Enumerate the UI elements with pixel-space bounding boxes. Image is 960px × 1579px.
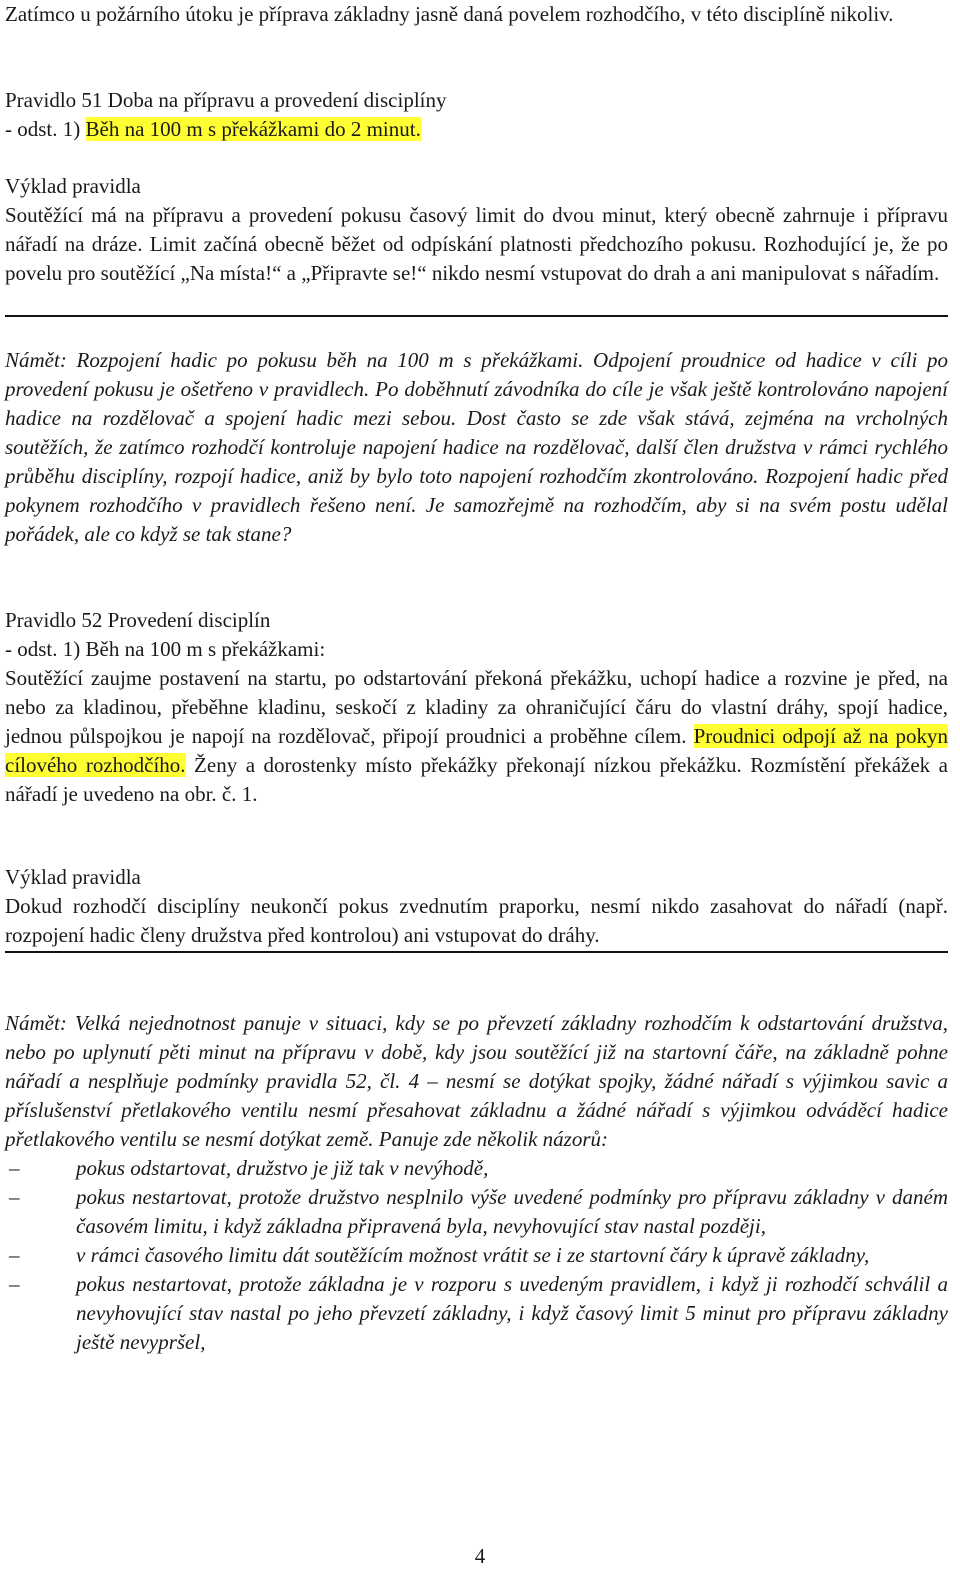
topic1-section [5,346,948,549]
list-item [5,1241,948,1270]
rule52-text-after: Ženy a dorostenky místo překážky překonají nízkou překážku. Rozmístění překážek a nářadí je uvedeno na obr. č. 1. [5,753,949,806]
rule51-highlight: Běh na 100 m s překážkami do 2 minut. [85,117,421,141]
rule52-subsection [5,635,948,664]
rule52-highlight: Proudnici odpojí až na pokyn cílového rozhodčího. [5,724,949,777]
divider-1 [5,315,948,317]
dash-bullet: – [9,1243,20,1267]
topic2-label: Námět: [5,1011,67,1035]
intro-block [5,0,948,29]
interpretation1-heading: Výklad pravidla [5,174,141,198]
dash-bullet: – [9,1185,20,1209]
rule52-section [5,606,948,809]
rule52-heading: Pravidlo 52 Provedení disciplín [5,608,271,632]
rule51-section [5,86,948,144]
list-item-text: v rámci časového limitu dát soutěžícím možnost vrátit se i ze startovní čáry k úpravě základny, [76,1243,870,1267]
rule51-subsection-prefix: - odst. 1) [5,117,86,141]
topic2-section [5,1009,948,1357]
list-item [5,1154,948,1183]
page-number: 4 [474,1544,486,1568]
intro-paragraph: Zatímco u požárního útoku je příprava základny jasně daná povelem rozhodčího, v této disciplíně nikoliv. [5,2,894,26]
topic2-paragraph [5,1009,948,1154]
rule52-text-before: Soutěžící zaujme postavení na startu, po odstartování překoná překážku, uchopí hadice a rozvine je před, na nebo za kladinou, přeběhne kladinu, seskočí z kladiny za ohraničující čáru do vlastní dráhy, spojí hadice, jednou půlspojkou je napojí na rozdělovač, připojí proudnici a proběhne cílem. [5,666,948,748]
list-item-text: pokus nestartovat, protože základna je v rozporu s uvedeným pravidlem, i když ji rozhodčí schválil a nevyhovující stav nastal po jeho převzetí základny, i když časový limit 5 minut pro přípravu základny ještě nevypršel, [76,1272,948,1354]
list-item [5,1183,948,1241]
rule51-heading: Pravidlo 51 Doba na přípravu a provedení disciplíny [5,88,447,112]
topic2-list [5,1154,948,1357]
interpretation2-text: Dokud rozhodčí disciplíny neukončí pokus zvednutím praporku, nesmí nikdo zasahovat do nářadí (např. rozpojení hadic členy družstva před kontrolou) ani vstupovat do dráhy. [5,894,948,947]
topic1-label: Námět: [5,348,67,372]
list-item-text: pokus odstartovat, družstvo je již tak v nevýhodě, [76,1156,489,1180]
dash-bullet: – [9,1156,20,1180]
interpretation1-section [5,172,948,288]
list-item [5,1270,948,1357]
rule51-subsection [5,115,948,144]
rule52-text [5,664,948,809]
interpretation2-section [5,863,948,950]
rule52-subsection-title: Běh na 100 m s překážkami: [85,637,326,661]
topic1-paragraph [5,346,948,549]
rule52-subsection-prefix: - odst. 1) [5,637,86,661]
dash-bullet: – [9,1272,20,1296]
topic1-text: Rozpojení hadic po pokusu běh na 100 m s překážkami. Odpojení proudnice od hadice v cíli po provedení pokusu je ošetřeno v pravidlech. Po doběhnutí závodníka do cíle je však ještě kontrolováno napojení hadice na rozdělovač a spojení hadic mezi sebou. Dost často se zde však stává, zejména na vrcholných soutěžích, že zatímco rozhodčí kontroluje napojení hadice na rozdělovač, další člen družstva v rámci rychlého průběhu disciplíny, rozpojí hadice, aniž by bylo toto napojení rozhodčím zkontrolováno. Rozpojení hadic před pokynem rozhodčího v pravidlech řešeno není. Je samozřejmě na rozhodčím, aby si na svém postu udělal pořádek, ale co když se tak stane? [5,348,948,546]
list-item-text: pokus nestartovat, protože družstvo nesplnilo výše uvedené podmínky pro přípravu základny v daném časovém limitu, i když základna připravená byla, nevyhovující stav nastal později, [76,1185,948,1238]
interpretation1-text: Soutěžící má na přípravu a provedení pokusu časový limit do dvou minut, který obecně zahrnuje i přípravu nářadí na dráze. Limit začíná obecně běžet od odpískání platnosti předchozího pokusu. Rozhodující je, že po povelu pro soutěžící „Na místa!“ a „Připravte se!“ nikdo nesmí vstupovat do drah a ani manipulovat s nářadím. [5,203,948,285]
interpretation2-heading: Výklad pravidla [5,865,141,889]
topic2-text: Velká nejednotnost panuje v situaci, kdy se po převzetí základny rozhodčím k odstartování družstva, nebo po uplynutí pěti minut na přípravu v době, kdy jsou soutěžící již na startovní čáře, na základně pohne nářadí a nesplňuje podmínky pravidla 52, čl. 4 – nesmí se dotýkat spojky, žádné nářadí s výjimkou savic a příslušenství přetlakového ventilu nesmí přesahovat základnu a žádné nářadí s výjimkou odváděcí hadice přetlakového ventilu se nesmí dotýkat země. Panuje zde několik názorů: [5,1011,948,1151]
divider-2 [5,951,948,953]
